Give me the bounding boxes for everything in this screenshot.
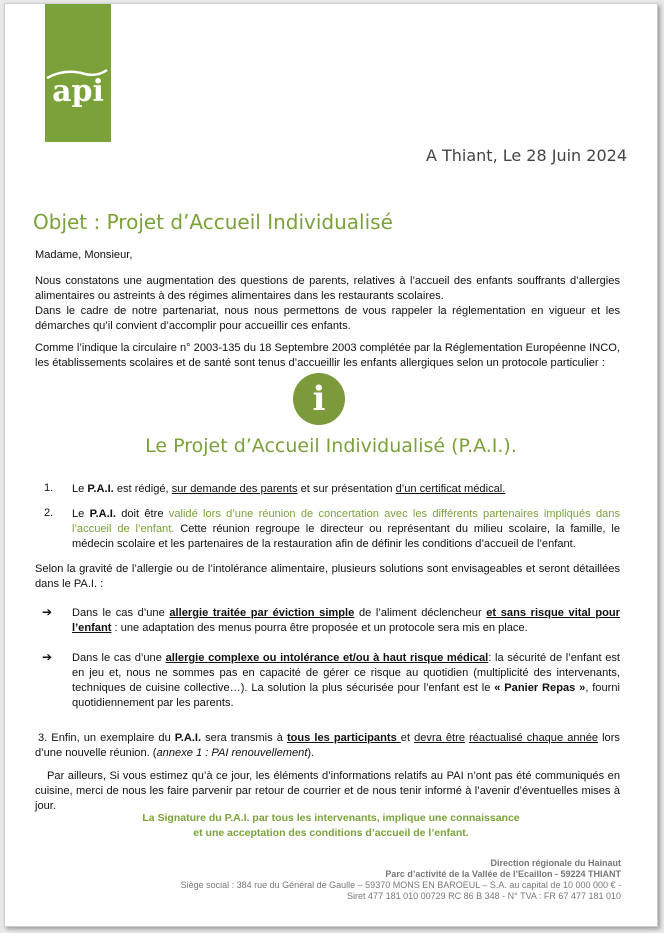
item-3-must-be: devra être xyxy=(414,732,466,744)
salutation: Madame, Monsieur, xyxy=(35,249,133,261)
bullet-2-panier-repas: « Panier Repas » xyxy=(494,682,586,694)
bullet-2-text-a: Dans le cas d’une xyxy=(72,652,166,664)
item-1-medical-certificate: d’un certificat médical. xyxy=(395,483,506,495)
item-1-text-e: et sur présentation xyxy=(297,483,396,495)
signature-note-line-1: La Signature du P.A.I. par tous les intervenants, implique une connaissance xyxy=(142,812,520,824)
letter-page xyxy=(4,3,658,927)
item-3-annex: annexe 1 : PAI renouvellement xyxy=(156,747,308,759)
item-3-all-participants: tous les participants xyxy=(286,732,401,744)
paragraph-partnership: Dans le cadre de notre partenariat, nous nous permettons de vous rappeler la réglementation en vigueur et les démarches qu’il convient d’accomplir pour accueillir ces enfants. xyxy=(35,305,620,332)
item-3-text-e: et xyxy=(400,732,415,744)
footer-park: Parc d’activité de la Vallée de l’Ecaillon - 59224 THIANT xyxy=(385,869,621,879)
bullet-complex-allergy xyxy=(72,651,620,711)
item-3-yearly-update: réactualisé chaque année xyxy=(469,732,599,744)
item-2-pai: P.A.I. xyxy=(89,508,116,520)
arrow-right-icon: ➔ xyxy=(42,605,53,619)
item-1-parents-request: sur demande des parents xyxy=(171,483,298,495)
item-number-1: 1. xyxy=(44,482,54,494)
bullet-simple-allergy xyxy=(72,606,620,636)
letter-object: Objet : Projet d’Accueil Individualisé xyxy=(33,210,393,234)
paragraph-circular: Comme l’indique la circulaire n° 2003-135 du 18 Septembre 2003 complétée par la Réglementation Européenne INCO, les établissements scolaires et de santé sont tenus d’accueillir les enfants allergiques selon un protocole particulier : xyxy=(35,342,620,369)
item-2-text-a: Le xyxy=(72,508,90,520)
item-2-text-e: Cette réunion regroupe le directeur ou représentant du milieu scolaire, la famille, le médecin scolaire et les partenaires de la restauration afin de définir les conditions d’accueil de l’enfant. xyxy=(72,523,620,550)
bullet-1-simple-eviction: allergie traitée par éviction simple xyxy=(169,607,355,619)
bullet-2-complex-allergy: allergie complexe ou intolérance et/ou à haut risque médical xyxy=(165,652,489,664)
item-number-2: 2. xyxy=(44,507,54,519)
footer-head-office: Siège social : 384 rue du Général de Gaulle – 59370 MONS EN BAROEUL – S.A. au capital de 10 000 000 € - xyxy=(180,880,621,890)
logo-text: api xyxy=(52,74,104,109)
footer-siret: Siret 477 181 010 00729 RC 86 B 348 - N° TVA : FR 67 477 181 010 xyxy=(347,891,621,901)
bullet-1-text-e: : une adaptation des menus pourra être proposée et un protocole sera mis en place. xyxy=(111,622,528,634)
bullet-2-text-c: : la sécurité de l’enfant est en jeu et, nous ne sommes pas en capacité de gérer ce risque au quotidien (multiplicité des intervenants, techniques de cuisine collective…). La solution la plus sécurisée pour l’enfant est le xyxy=(72,652,620,694)
arrow-right-icon: ➔ xyxy=(42,650,53,664)
footer-address xyxy=(181,858,621,902)
footer-direction: Direction régionale du Hainaut xyxy=(490,858,621,868)
paragraph-closing: Par ailleurs, Si vous estimez qu’à ce jour, les éléments d’informations relatifs au PAI n’ont pas été communiqués en cuisine, merci de nous les faire parvenir par retour de courrier et de nous tenir informé à l’avenir d’éventuelles mises à jour. xyxy=(35,770,620,812)
item-1-pai: P.A.I. xyxy=(87,483,114,495)
paragraph-intro: Nous constatons une augmentation des questions de parents, relatives à l’accueil des enfants souffrants d’allergies alimentaires ou astreints à des régimes alimentaires dans les restaurants scolaires. xyxy=(35,275,620,302)
item-1-text-c: est rédigé, xyxy=(113,483,172,495)
item-2-validation: validé lors d’une réunion de concertation avec les différents partenaires impliqués dans l’accueil de l’enfant. xyxy=(72,508,621,535)
item-3-text-k: ). xyxy=(307,747,315,759)
item-3-text-c: sera transmis à xyxy=(201,732,287,744)
bullet-1-text-c: de l’aliment déclencheur xyxy=(354,607,487,619)
item-2-text-c: doit être xyxy=(115,508,169,520)
item-2 xyxy=(72,507,620,552)
item-3 xyxy=(35,731,620,761)
item-1 xyxy=(72,482,620,497)
item-1-text-a: Le xyxy=(72,483,88,495)
item-3-text-i: lors d’une nouvelle réunion. ( xyxy=(35,732,620,759)
bullet-2-text-e: , fourni quotidiennement par les parents. xyxy=(72,682,620,709)
api-logo xyxy=(45,4,111,142)
item-3-text-a: 3. Enfin, un exemplaire du xyxy=(38,732,175,744)
info-icon: i xyxy=(293,373,345,425)
signature-note-line-2: et une acceptation des conditions d’accueil de l’enfant. xyxy=(193,827,469,839)
paragraph-severity: Selon la gravité de l’allergie ou de l’intolérance alimentaire, plusieurs solutions sont envisageables et seront détaillées dans le PA.I. : xyxy=(35,563,620,590)
bullet-1-text-a: Dans le cas d’une xyxy=(72,607,170,619)
bullet-1-no-vital-risk: et sans risque vital pour l’enfant xyxy=(72,607,620,634)
pai-title: Le Projet d’Accueil Individualisé (P.A.I.). xyxy=(145,435,517,457)
item-3-pai: P.A.I. xyxy=(174,732,202,744)
letter-date: A Thiant, Le 28 Juin 2024 xyxy=(425,146,627,165)
